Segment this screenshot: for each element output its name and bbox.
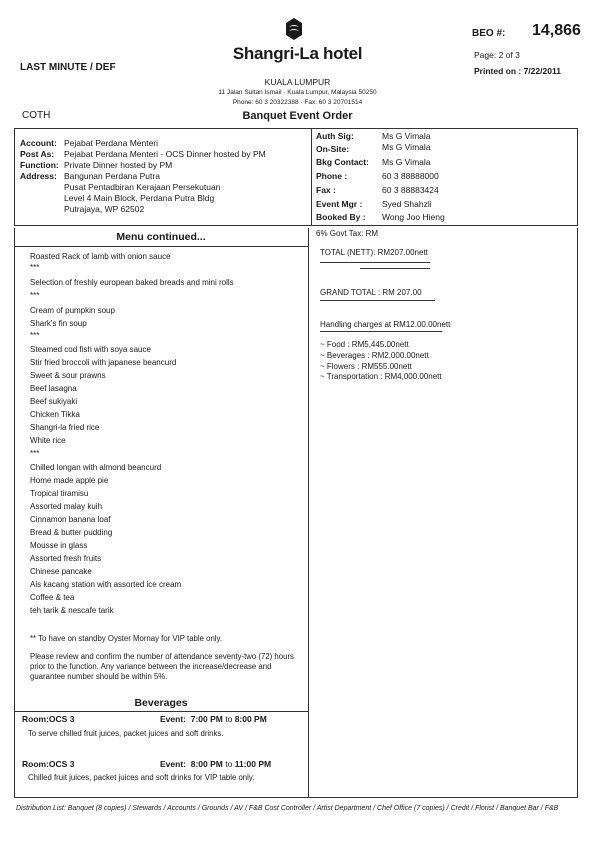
- event-end: 11:00 PM: [234, 759, 272, 769]
- govt-tax: 6% Govt Tax: RM: [316, 229, 379, 238]
- beo-number: 14,866: [532, 22, 581, 39]
- menu-item: Chilled longan with almond beancurd: [30, 463, 162, 472]
- phone-value: 60 3 88888000: [382, 171, 439, 181]
- address-label: Address:: [20, 171, 57, 181]
- attendance-note: Please review and confirm the number of attendance seventy-two (72) hours prior to the function. Any variance between the increase/decrease and guarantee number should be within 5%.: [30, 652, 294, 681]
- event-mgr-value: Syed Shahzli: [382, 199, 432, 209]
- menu-title-underline: [14, 246, 308, 247]
- menu-item: Shark's fin soup: [30, 319, 87, 328]
- handling-charges: Handling charges at RM12.00.00nett: [320, 320, 451, 329]
- printed-date: Printed on : 7/22/2011: [474, 66, 561, 76]
- menu-separator: ***: [30, 291, 40, 300]
- charge-food: ~ Food : RM5,445.00nett: [320, 340, 409, 349]
- post-as-label: Post As:: [20, 149, 55, 159]
- beverage-event-time: [160, 714, 267, 724]
- menu-item: Roasted Rack of lamb with onion sauce: [30, 252, 171, 261]
- bkg-contact-value: Ms G Vimala: [382, 157, 431, 167]
- menu-item: Cream of pumpkin soup: [30, 306, 115, 315]
- distribution-list: Distribution List: Banquet (8 copies) / Stewards / Accounts / Grounds / AV / F&B Cost Controller / Artist Department / Chef Office (7 copies) / Credit / Florist / Banquet Bar / F&B: [16, 805, 559, 812]
- menu-item: Chicken Tikka: [30, 410, 80, 419]
- header-left-title: LAST MINUTE / DEF: [20, 62, 116, 73]
- post-as-value: Pejabat Perdana Menteri - OCS Dinner hosted by PM: [64, 149, 266, 159]
- hotel-city: KUALA LUMPUR: [264, 77, 331, 87]
- menu-item: White rice: [30, 436, 66, 445]
- bkg-contact-label: Bkg Contact:: [316, 157, 369, 167]
- menu-separator: ***: [30, 263, 40, 272]
- hotel-phone: Phone: 60 3 20322388 · Fax: 60 3 20701514: [232, 99, 363, 106]
- account-label: Account:: [20, 138, 57, 148]
- document-title: Banquet Event Order: [242, 110, 353, 122]
- beverages-title-underline: [14, 711, 308, 712]
- menu-item: Ais kacang station with assorted ice cream: [30, 580, 182, 589]
- menu-item: Mousse in glass: [30, 541, 88, 550]
- hotel-address: 11 Jalan Sultan Ismail · Kuala Lumpur, Malaysia 50250: [218, 89, 377, 96]
- charge-transportation: ~ Transportation : RM4,000.00nett: [320, 372, 442, 381]
- menu-item: Tropical tiramisu: [30, 489, 89, 498]
- address-line: Bangunan Perdana Putra: [64, 171, 160, 181]
- grand-total: GRAND TOTAL : RM 207.00: [320, 288, 422, 297]
- handling-underline: [320, 331, 442, 332]
- beverage-description: Chilled fruit juices, packet juices and soft drinks for VIP table only.: [28, 773, 255, 782]
- beo-label: BEO #:: [472, 28, 506, 39]
- beverage-event-time: [160, 759, 271, 769]
- menu-item: Shangri-la fried rice: [30, 423, 100, 432]
- function-value: Private Dinner hosted by PM: [64, 160, 173, 170]
- menu-item: Assorted fresh fruits: [30, 554, 102, 563]
- menu-item: Bread & butter pudding: [30, 528, 113, 537]
- address-line: Level 4 Main Block, Perdana Putra Bldg: [64, 193, 215, 203]
- total-nett: TOTAL (NETT): RM207.00nett: [320, 248, 428, 257]
- total-underline: [320, 262, 430, 263]
- menu-item: Home made apple pie: [30, 476, 109, 485]
- charge-flowers: ~ Flowers : RM555.00nett: [320, 362, 412, 371]
- booked-by-label: Booked By :: [316, 212, 366, 222]
- phone-label: Phone :: [316, 171, 348, 181]
- hotel-brand: Shangri-La hotel: [232, 44, 363, 63]
- page-indicator: Page: 2 of 3: [474, 50, 520, 60]
- menu-item: Beef sukiyaki: [30, 397, 78, 406]
- account-value: Pejabat Perdana Menteri: [64, 138, 159, 148]
- beverage-room: Room:OCS 3: [22, 714, 75, 724]
- beverages-title: Beverages: [134, 697, 188, 709]
- menu-item: Stir fried broccoli with japanese beancurd: [30, 358, 177, 367]
- menu-separator: ***: [30, 449, 40, 458]
- menu-item: Coffee & tea: [30, 593, 75, 602]
- address-line: Pusat Pentadbiran Kerajaan Persekutuan: [64, 182, 221, 192]
- address-line: Putrajaya, WP 62502: [64, 204, 145, 214]
- on-site-label: On-Site:: [316, 144, 350, 154]
- menu-item: teh tarik & nescafe tarik: [30, 606, 114, 615]
- total-underline: [360, 268, 430, 269]
- menu-item: Assorted malay kuih: [30, 502, 103, 511]
- event-end: 8:00 PM: [234, 714, 267, 724]
- standby-note: ** To have on standby Oyster Mornay for VIP table only.: [30, 634, 222, 643]
- menu-item: Sweet & sour prawns: [30, 371, 106, 380]
- menu-item: Selection of freshly european baked breads and mini rolls: [30, 278, 234, 287]
- column-divider: [308, 228, 309, 798]
- function-label: Function:: [20, 160, 59, 170]
- fax-label: Fax :: [316, 185, 336, 195]
- beverage-room: Room:OCS 3: [22, 759, 75, 769]
- auth-sig-value: Ms G Vimala: [382, 131, 431, 141]
- charge-beverages: ~ Beverages : RM2,000.00nett: [320, 351, 429, 360]
- grand-total-underline: [320, 300, 435, 301]
- fax-value: 60 3 88883424: [382, 185, 439, 195]
- shangri-la-logo-icon: [285, 18, 303, 40]
- account-divider: [311, 128, 312, 226]
- menu-separator: ***: [30, 331, 40, 340]
- event-start: 7:00 PM: [190, 714, 223, 724]
- event-start: 8:00 PM: [190, 759, 223, 769]
- menu-item: Beef lasagna: [30, 384, 77, 393]
- menu-item: Steamed cod fish with soya sauce: [30, 345, 151, 354]
- menu-item: Chinese pancake: [30, 567, 92, 576]
- on-site-value: Ms G Vimala: [382, 142, 431, 152]
- booked-by-value: Wong Joo Hieng: [382, 212, 445, 222]
- coth-label: COTH: [22, 110, 51, 121]
- event-to: to: [225, 759, 233, 769]
- event-label: Event:: [160, 759, 186, 769]
- auth-sig-label: Auth Sig:: [316, 131, 354, 141]
- event-label: Event:: [160, 714, 186, 724]
- beverage-description: To serve chilled fruit juices, packet juices and soft drinks.: [28, 729, 224, 738]
- event-to: to: [225, 714, 233, 724]
- menu-title: Menu continued...: [116, 231, 206, 243]
- menu-item: Cinnamon banana loaf: [30, 515, 111, 524]
- event-mgr-label: Event Mgr :: [316, 199, 363, 209]
